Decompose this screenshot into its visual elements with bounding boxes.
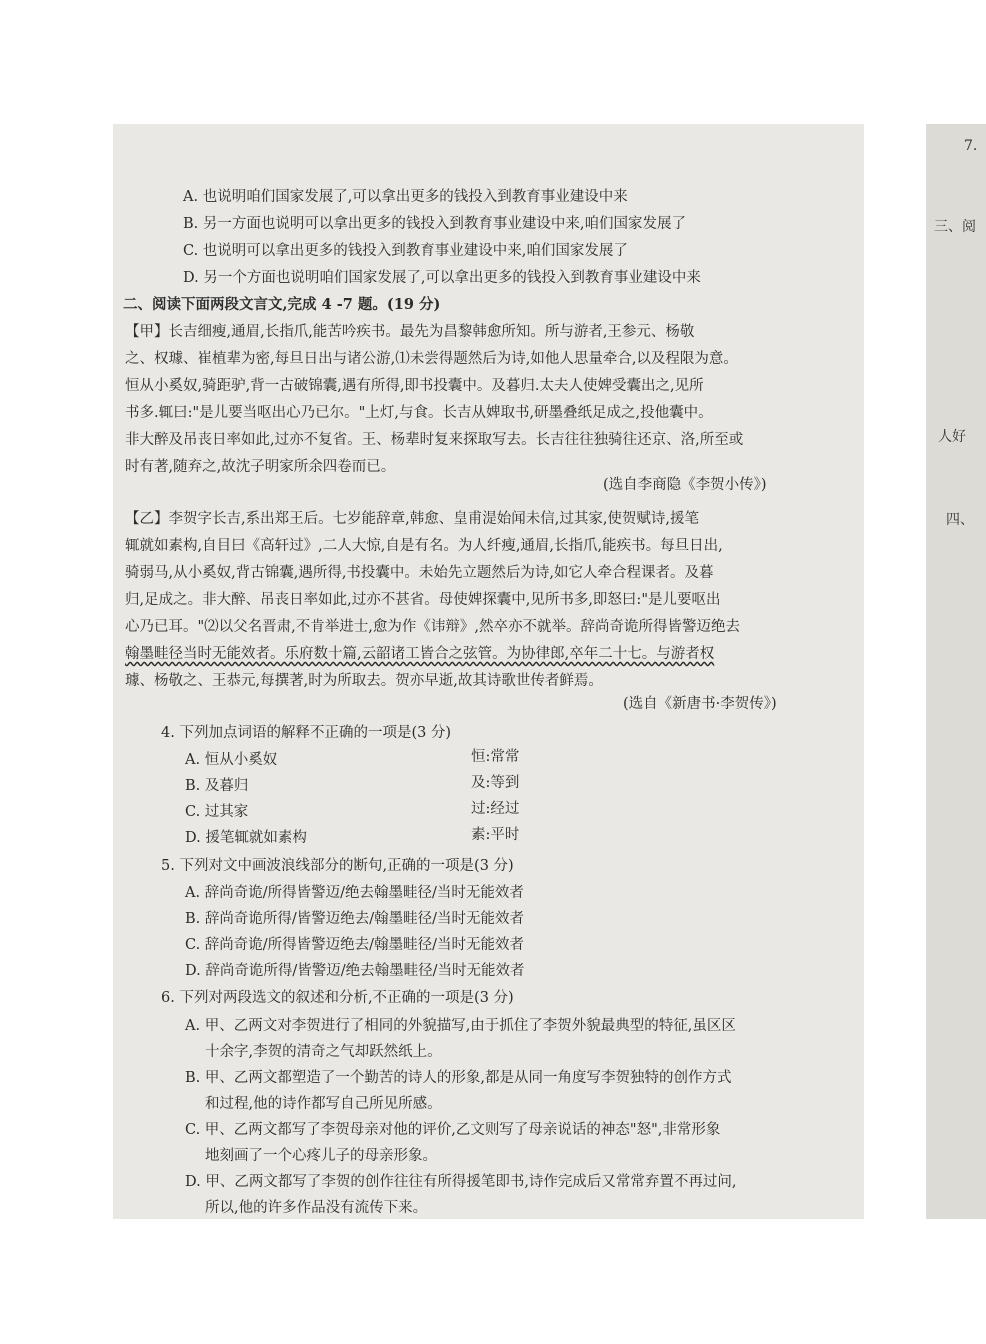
jia-line-4: 书多.辄曰:"是儿要当呕出心乃已尔。"上灯,与食。长吉从婢取书,研墨叠纸足成之,投他囊中。 xyxy=(125,405,713,421)
yi-line-3: 骑弱马,从小奚奴,背古锦囊,遇所得,书投囊中。未始先立题然后为诗,如它人牵合程课者。及暮 xyxy=(125,565,714,581)
q5-option-b: B. 辞尚奇诡所得/皆警迈绝去/翰墨畦径/当时无能效者 xyxy=(185,911,525,927)
edge-section-four: 四、 xyxy=(946,512,974,528)
yi-line-4: 归,足成之。非大醉、吊丧日率如此,过亦不甚省。母使婢探囊中,见所书多,即怒曰:"是儿要呕出 xyxy=(125,592,721,608)
yi-line-7: 璩、杨敬之、王恭元,每撰著,时为所取去。贺亦早逝,故其诗歌世传者鲜焉。 xyxy=(125,673,603,689)
q6-stem: 6. 下列对两段选文的叙述和分析,不正确的一项是(3 分) xyxy=(161,990,514,1006)
jia-line-5: 非大醉及吊丧日率如此,过亦不复省。王、杨辈时复来探取写去。长吉往往独骑往还京、洛,所至或 xyxy=(125,432,744,448)
edge-section-three: 三、阅 xyxy=(934,219,976,235)
q6-line-6: 地刻画了一个心疼儿子的母亲形象。 xyxy=(205,1148,437,1164)
q6-line-4: 和过程,他的诗作都写自己所见所感。 xyxy=(205,1096,442,1112)
jia-line-1: 【甲】长吉细瘦,通眉,长指爪,能苦吟疾书。最先为昌黎韩愈所知。所与游者,王参元、杨敬 xyxy=(125,324,695,340)
q4-option-c: C. 过其家 xyxy=(185,804,249,820)
yi-source: (选自《新唐书·李贺传》) xyxy=(623,696,777,712)
q5-option-c: C. 辞尚奇诡/所得皆警迈绝去/翰墨畦径/当时无能效者 xyxy=(185,937,524,953)
photo-of-exam-page xyxy=(113,124,978,1219)
q6-line-3: B. 甲、乙两文都塑造了一个勤苦的诗人的形象,都是从同一角度写李贺独特的创作方式 xyxy=(185,1070,732,1086)
q6-line-1: A. 甲、乙两文对李贺进行了相同的外貌描写,由于抓住了李贺外貌最典型的特征,虽区区 xyxy=(185,1018,736,1034)
adjacent-page-strip xyxy=(926,124,986,1219)
yi-line-1: 【乙】李贺字长吉,系出郑王后。七岁能辞章,韩愈、皇甫湜始闻未信,过其家,使贺赋诗,援笔 xyxy=(125,511,700,527)
q4-option-a-meaning: 恒:常常 xyxy=(471,749,520,765)
yi-line-5: 心乃已耳。"⑵以父名晋肃,不肯举进士,愈为作《讳辩》,然卒亦不就举。辞尚奇诡所得皆警迈绝去 xyxy=(125,619,740,635)
q6-line-8: 所以,他的许多作品没有流传下来。 xyxy=(205,1200,428,1216)
edge-text-fragment: 人好 xyxy=(938,429,966,445)
edge-question-number: 7. xyxy=(964,138,978,154)
q5-option-d: D. 辞尚奇诡所得/皆警迈/绝去翰墨畦径/当时无能效者 xyxy=(185,963,525,979)
section-two-heading: 二、阅读下面两段文言文,完成 4 -7 题。(19 分) xyxy=(123,296,441,313)
exam-page xyxy=(113,124,933,1219)
q5-option-a: A. 辞尚奇诡/所得皆警迈/绝去翰墨畦径/当时无能效者 xyxy=(185,885,524,901)
q5-stem: 5. 下列对文中画波浪线部分的断句,正确的一项是(3 分) xyxy=(161,858,514,874)
q3-option-c: C. 也说明可以拿出更多的钱投入到教育事业建设中来,咱们国家发展了 xyxy=(183,243,628,259)
q3-option-d: D. 另一个方面也说明咱们国家发展了,可以拿出更多的钱投入到教育事业建设中来 xyxy=(183,270,701,286)
q4-option-d-meaning: 素:平时 xyxy=(471,827,520,843)
q4-stem: 4. 下列加点词语的解释不正确的一项是(3 分) xyxy=(161,725,452,741)
q4-option-b-meaning: 及:等到 xyxy=(471,775,520,791)
q6-line-2: 十余字,李贺的清奇之气却跃然纸上。 xyxy=(205,1044,442,1060)
q6-line-5: C. 甲、乙两文都写了李贺母亲对他的评价,乙文则写了母亲说话的神态"怒",非常形象 xyxy=(185,1122,721,1138)
yi-line-6: 翰墨畦径当时无能效者。乐府数十篇,云韶诸工皆合之弦管。为协律郎,卒年二十七。与游者权 xyxy=(125,646,715,662)
q4-option-b: B. 及暮归 xyxy=(185,778,249,794)
q6-line-7: D. 甲、乙两文都写了李贺的创作往往有所得援笔即书,诗作完成后又常常弃置不再过问, xyxy=(185,1174,737,1190)
q4-option-d: D. 援笔辄就如素构 xyxy=(185,830,307,846)
jia-line-2: 之、权璩、崔植辈为密,每旦日出与诸公游,⑴未尝得题然后为诗,如他人思量牵合,以及程限为意。 xyxy=(125,351,738,367)
yi-line-2: 辄就如素构,自目曰《高轩过》,二人大惊,自是有名。为人纤瘦,通眉,长指爪,能疾书。每旦日出, xyxy=(125,538,723,554)
jia-line-6: 时有著,随弃之,故沈子明家所余四卷而已。 xyxy=(125,459,396,475)
q4-option-c-meaning: 过:经过 xyxy=(471,801,520,817)
q3-option-b: B. 另一方面也说明可以拿出更多的钱投入到教育事业建设中来,咱们国家发展了 xyxy=(183,216,686,232)
jia-line-3: 恒从小奚奴,骑距驴,背一古破锦囊,遇有所得,即书投囊中。及暮归.太夫人使婢受囊出之,见所 xyxy=(125,378,704,394)
q4-option-a: A. 恒从小奚奴 xyxy=(185,752,278,768)
q3-option-a: A. 也说明咱们国家发展了,可以拿出更多的钱投入到教育事业建设中来 xyxy=(183,189,628,205)
jia-source: (选自李商隐《李贺小传》) xyxy=(603,477,767,493)
